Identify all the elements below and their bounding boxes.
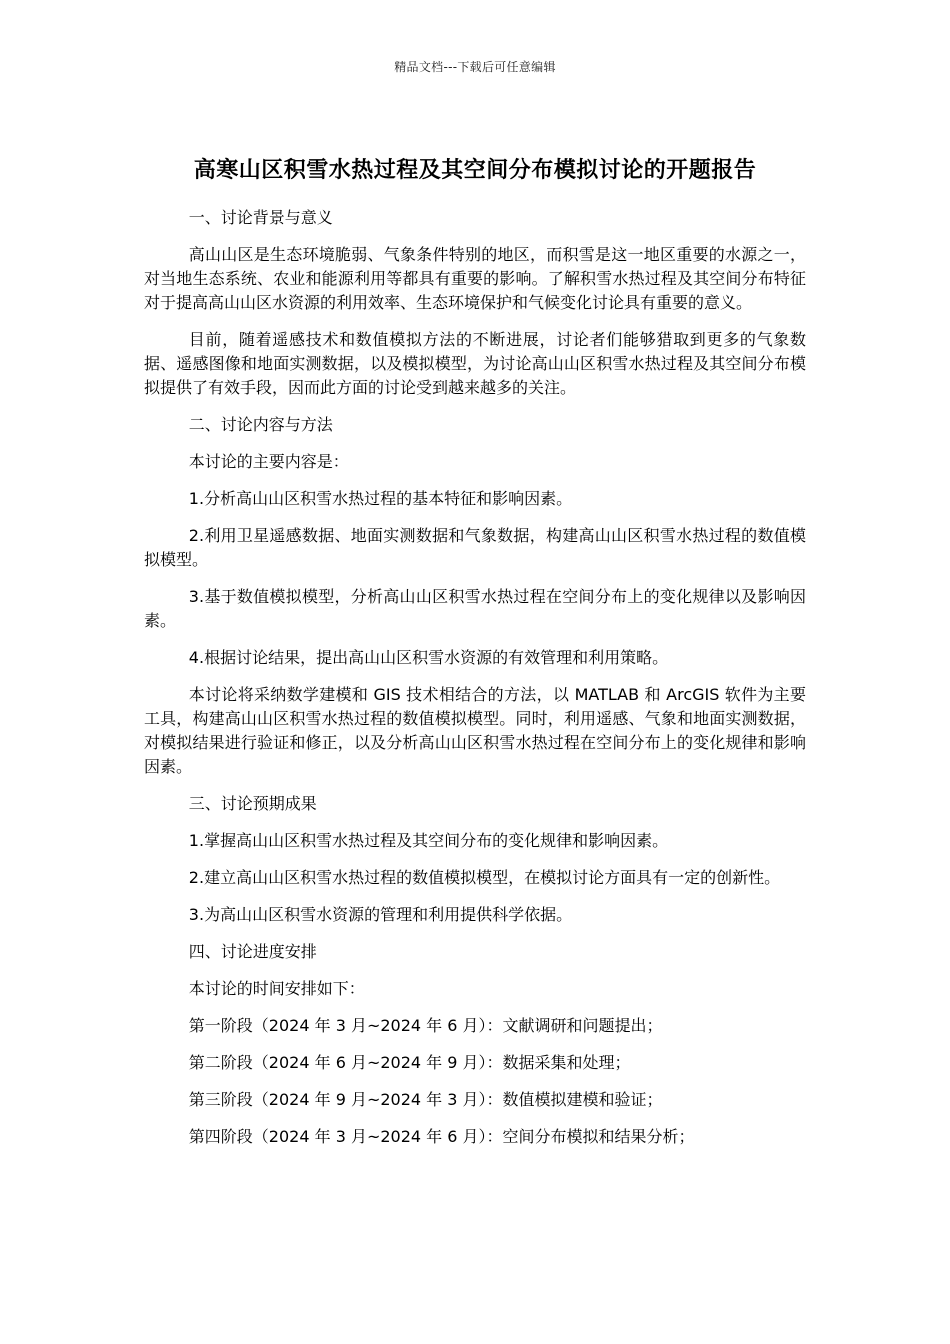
list-item-content-3: 3.基于数值模拟模型，分析高山山区积雪水热过程在空间分布上的变化规律以及影响因素。 xyxy=(144,587,806,630)
paragraph-background-2: 目前，随着遥感技术和数值模拟方法的不断进展，讨论者们能够猎取到更多的气象数据、遥感图像和地面实测数据，以及模拟模型，为讨论高山山区积雪水热过程及其空间分布模拟提供了有效手段，因而此方面的讨论受到越来越多的关注。 xyxy=(144,330,806,397)
schedule-stage-3: 第三阶段（2024 年 9 月~2024 年 3 月）：数值模拟建模和验证； xyxy=(188,1090,663,1109)
list-item-result-1: 1.掌握高山山区积雪水热过程及其空间分布的变化规律和影响因素。 xyxy=(188,831,669,850)
schedule-stage-4: 第四阶段（2024 年 3 月~2024 年 6 月）：空间分布模拟和结果分析； xyxy=(188,1127,695,1146)
section-heading-expected-results: 三、讨论预期成果 xyxy=(188,794,317,813)
section-heading-content-method: 二、讨论内容与方法 xyxy=(188,415,333,434)
paragraph-method: 本讨论将采纳数学建模和 GIS 技术相结合的方法，以 MATLAB 和 ArcGIS 软件为主要工具，构建高山山区积雪水热过程的数值模拟模型。同时，利用遥感、气象和地面实测数据，对模拟结果进行验证和修正，以及分析高山山区积雪水热过程在空间分布上的变化规律和影响因素。 xyxy=(144,685,806,776)
list-item-content-2: 2.利用卫星遥感数据、地面实测数据和气象数据，构建高山山区积雪水热过程的数值模拟模型。 xyxy=(144,526,806,569)
document-title: 高寒山区积雪水热过程及其空间分布模拟讨论的开题报告 xyxy=(193,157,757,183)
page-header-note: 精品文档---下载后可任意编辑 xyxy=(394,60,556,74)
paragraph-content-intro: 本讨论的主要内容是： xyxy=(188,452,349,471)
schedule-stage-1: 第一阶段（2024 年 3 月~2024 年 6 月）：文献调研和问题提出； xyxy=(188,1016,663,1035)
list-item-result-3: 3.为高山山区积雪水资源的管理和利用提供科学依据。 xyxy=(188,905,573,924)
list-item-content-4: 4.根据讨论结果，提出高山山区积雪水资源的有效管理和利用策略。 xyxy=(188,648,669,667)
section-heading-background: 一、讨论背景与意义 xyxy=(188,208,333,227)
list-item-result-2: 2.建立高山山区积雪水热过程的数值模拟模型，在模拟讨论方面具有一定的创新性。 xyxy=(188,868,781,887)
paragraph-background-1: 高山山区是生态环境脆弱、气象条件特别的地区，而积雪是这一地区重要的水源之一，对当地生态系统、农业和能源利用等都具有重要的影响。了解积雪水热过程及其空间分布特征对于提高高山山区水资源的利用效率、生态环境保护和气候变化讨论具有重要的意义。 xyxy=(144,245,806,312)
list-item-content-1: 1.分析高山山区积雪水热过程的基本特征和影响因素。 xyxy=(188,489,573,508)
paragraph-schedule-intro: 本讨论的时间安排如下： xyxy=(188,979,365,998)
schedule-stage-2: 第二阶段（2024 年 6 月~2024 年 9 月）：数据采集和处理； xyxy=(188,1053,631,1072)
section-heading-schedule: 四、讨论进度安排 xyxy=(188,942,317,961)
document-body xyxy=(144,206,806,1162)
